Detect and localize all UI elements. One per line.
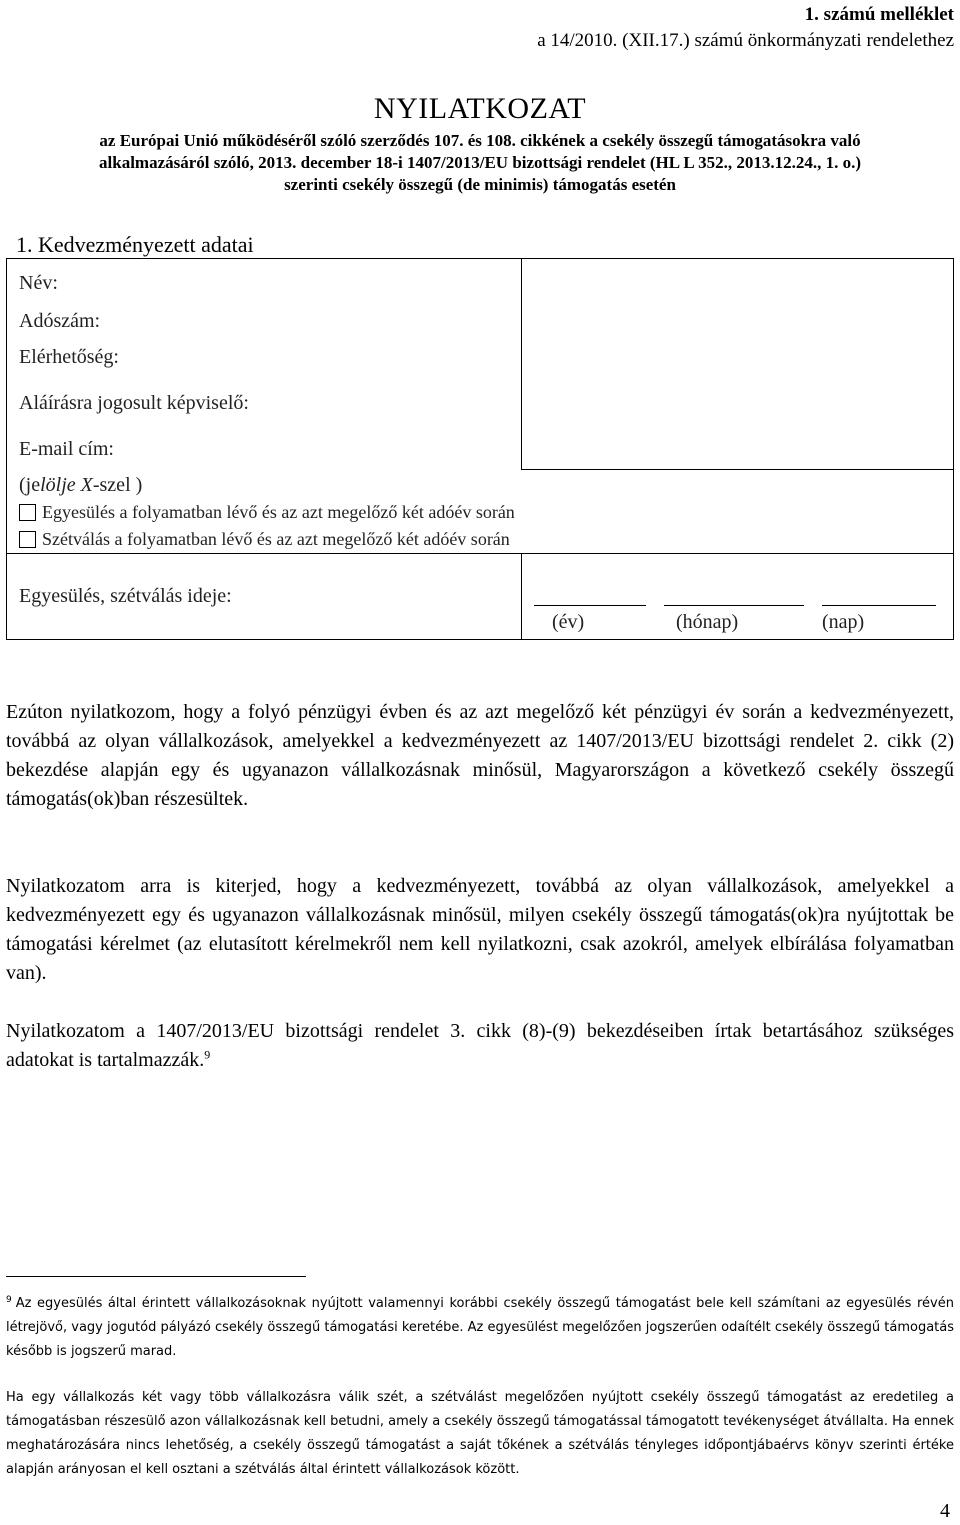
name-label: Név: [19, 272, 58, 294]
paragraph-1: Ezúton nyilatkozom, hogy a folyó pénzügyi évben és az azt megelőző két pénzügyi év során a kedvezményezett, továbbá az olyan vállalkozások, amelyekkel a kedvezményezett az 1407/2013/EU bizottsági rendelet 2. cikk (2) bekezdése alapján egy és ugyanazon vállalkozásnak minősül, Magyarországon a következő csekély összegű támogatás(ok)ban részesültek. [6, 701, 954, 810]
beneficiary-form [6, 258, 954, 640]
merger-option-label: Egyesülés a folyamatban lévő és az azt megelőző két adóév során [42, 502, 515, 522]
signatory-label: Aláírásra jogosult képviselő: [19, 392, 249, 414]
subtitle-line-2: alkalmazásáról szóló, 2013. december 18-i 1407/2013/EU bizottsági rendelet (HL L 352., 2013.12.24., 1. o.) [99, 153, 861, 172]
column-divider-top [521, 259, 522, 469]
footnote-reference[interactable]: 9 [204, 1047, 211, 1062]
year-unit: (év) [552, 611, 585, 633]
merger-checkbox[interactable] [19, 504, 36, 521]
tax-number-label: Adószám: [19, 310, 101, 332]
row-divider [7, 553, 953, 554]
mark-hint: (jelölje X-szel ) [19, 474, 143, 496]
month-blank[interactable] [664, 605, 804, 606]
column-divider-bottom [521, 553, 522, 639]
footnote-separator [6, 1276, 306, 1277]
day-unit: (nap) [822, 611, 865, 633]
footnote-1: $^9$ Az egyesülés által érintett vállalkozásoknak nyújtott valamennyi korábbi csekély összegű támogatást bele kell számítani az egyesülés révén létrejövő, vagy jogutód pályázó csekély összegű támogatási keretébe. Az egyesülést megelőzően jogszerűen odaítélt csekély összegű támogatás később is jogszerű marad. [6, 1294, 954, 1359]
page-number: 4 [940, 1500, 950, 1522]
month-unit: (hónap) [676, 611, 739, 633]
footnote-mark: 9 [6, 1294, 12, 1305]
footnote-2: Ha egy vállalkozás két vagy több vállalkozásra válik szét, a szétválást megelőzően nyújtott csekély összegű támogatást az eredetileg a támogatásban részesülő azon vállalkozásnak kell betudni, amely a csekély összegű támogatással támogatott tevékenységet átvállalta. Ha ennek meghatározására nincs lehetőség, a csekély összegű támogatást a saját tőkének a szétválás tényleges időpontjábaérvs könyv szerinti értéke alapján arányosan el kell osztani a szétválás által érintett vállalkozások között. [6, 1390, 954, 1477]
section-title: 1. Kedvezményezett adatai [16, 232, 254, 257]
paragraph-2: Nyilatkozatom arra is kiterjed, hogy a kedvezményezett, továbbá az olyan vállalkozások, amelyekkel a kedvezményezett egy és ugyanazon vállalkozásnak minősül, milyen csekély összegű támogatás(ok)ra nyújtottak be támogatási kérelmet (az elutasított kérelmekről nem kell nyilatkozni, csak azokról, amelyek elbírálása folyamatban van). [6, 875, 954, 984]
regulation-reference: a 14/2010. (XII.17.) számú önkormányzati rendelethez [537, 30, 954, 51]
split-option[interactable] [19, 529, 510, 550]
year-blank[interactable] [534, 605, 646, 606]
contact-label: Elérhetőség: [19, 346, 119, 368]
document-subtitle [0, 130, 960, 196]
email-label: E-mail cím: [19, 438, 114, 460]
document-title: NYILATKOZAT [373, 92, 587, 125]
split-option-label: Szétválás a folyamatban lévő és az azt megelőző két adóév során [42, 529, 510, 549]
date-label: Egyesülés, szétválás ideje: [19, 585, 232, 607]
merger-option[interactable] [19, 502, 515, 523]
split-checkbox[interactable] [19, 531, 36, 548]
subtitle-line-3: szerinti csekély összegű (de minimis) támogatás esetén [284, 175, 676, 194]
annex-label: 1. számú melléklet [804, 4, 954, 25]
subtitle-line-1: az Európai Unió működéséről szóló szerződés 107. és 108. cikkének a csekély összegű támogatásokra való [99, 131, 861, 150]
day-blank[interactable] [822, 605, 936, 606]
paragraph-3: Nyilatkozatom a 1407/2013/EU bizottsági rendelet 3. cikk (8)-(9) bekezdéseiben írtak betartásához szükséges adatokat is tartalmazzák.$^9$ [6, 1020, 954, 1071]
value-column-bottom-line [521, 469, 953, 470]
